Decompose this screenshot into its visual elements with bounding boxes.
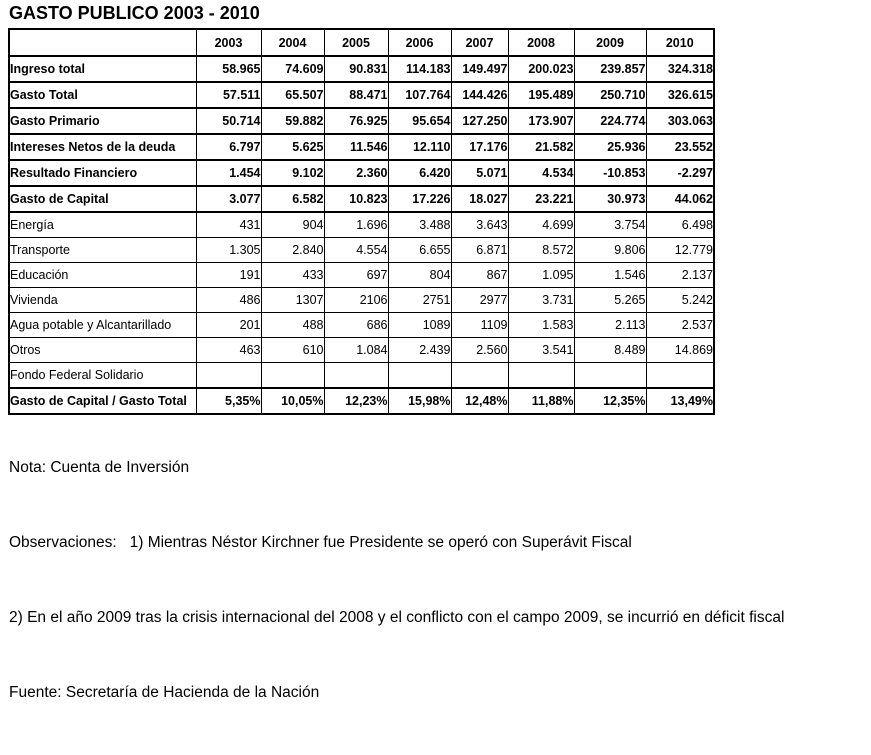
footnotes — [9, 405, 784, 755]
value-cell: 2.360 — [324, 160, 388, 186]
value-cell: 127.250 — [451, 108, 508, 134]
row-label: Gasto de Capital / Gasto Total — [9, 388, 196, 414]
note-fuente: Fuente: Secretaría de Hacienda de la Nación — [9, 684, 320, 701]
table-row — [9, 363, 714, 389]
value-cell: 1.095 — [508, 263, 574, 288]
value-cell: 250.710 — [574, 82, 646, 108]
value-cell: 44.062 — [646, 186, 714, 212]
value-cell: 2.113 — [574, 313, 646, 338]
value-cell: 3.731 — [508, 288, 574, 313]
value-cell: 9.806 — [574, 238, 646, 263]
value-cell: 326.615 — [646, 82, 714, 108]
value-cell: 4.534 — [508, 160, 574, 186]
corner-header-cell — [9, 29, 196, 56]
value-cell: 1.696 — [324, 212, 388, 238]
value-cell: 74.609 — [261, 56, 324, 82]
value-cell: 2106 — [324, 288, 388, 313]
value-cell — [196, 363, 261, 389]
value-cell: 95.654 — [388, 108, 451, 134]
table-row — [9, 238, 714, 263]
value-cell: 303.063 — [646, 108, 714, 134]
value-cell: 431 — [196, 212, 261, 238]
table-row — [9, 134, 714, 160]
value-cell: 12,23% — [324, 388, 388, 414]
value-cell: 804 — [388, 263, 451, 288]
value-cell: 25.936 — [574, 134, 646, 160]
value-cell: 144.426 — [451, 82, 508, 108]
row-label: Vivienda — [9, 288, 196, 313]
note-nota: Nota: Cuenta de Inversión — [9, 459, 190, 476]
value-cell: 6.582 — [261, 186, 324, 212]
value-cell: 17.176 — [451, 134, 508, 160]
value-cell: 224.774 — [574, 108, 646, 134]
value-cell: 5,35% — [196, 388, 261, 414]
value-cell: 2751 — [388, 288, 451, 313]
value-cell: 486 — [196, 288, 261, 313]
row-label: Intereses Netos de la deuda — [9, 134, 196, 160]
year-column-header: 2006 — [388, 29, 451, 56]
row-label: Energía — [9, 212, 196, 238]
value-cell: 201 — [196, 313, 261, 338]
value-cell: 12.110 — [388, 134, 451, 160]
value-cell: 1307 — [261, 288, 324, 313]
value-cell: 697 — [324, 263, 388, 288]
value-cell — [261, 363, 324, 389]
row-label: Gasto Total — [9, 82, 196, 108]
value-cell: 4.554 — [324, 238, 388, 263]
value-cell: 15,98% — [388, 388, 451, 414]
row-label: Educación — [9, 263, 196, 288]
year-column-header: 2007 — [451, 29, 508, 56]
value-cell: 58.965 — [196, 56, 261, 82]
year-column-header: 2005 — [324, 29, 388, 56]
table-row — [9, 288, 714, 313]
table-header — [9, 29, 714, 56]
value-cell: 30.973 — [574, 186, 646, 212]
value-cell: 10.823 — [324, 186, 388, 212]
value-cell: 904 — [261, 212, 324, 238]
value-cell: 12,35% — [574, 388, 646, 414]
row-label: Gasto Primario — [9, 108, 196, 134]
value-cell — [508, 363, 574, 389]
table-row — [9, 338, 714, 363]
value-cell: 488 — [261, 313, 324, 338]
value-cell: 2.439 — [388, 338, 451, 363]
value-cell: 433 — [261, 263, 324, 288]
row-label: Gasto de Capital — [9, 186, 196, 212]
value-cell: 1.454 — [196, 160, 261, 186]
header-row — [9, 29, 714, 56]
value-cell: 5.265 — [574, 288, 646, 313]
value-cell: 1.084 — [324, 338, 388, 363]
value-cell: 2.840 — [261, 238, 324, 263]
table-body — [9, 56, 714, 414]
value-cell: 9.102 — [261, 160, 324, 186]
table-row — [9, 82, 714, 108]
year-column-header: 2004 — [261, 29, 324, 56]
value-cell: 6.797 — [196, 134, 261, 160]
row-label: Fondo Federal Solidario — [9, 363, 196, 389]
value-cell: 12,48% — [451, 388, 508, 414]
value-cell: 8.489 — [574, 338, 646, 363]
value-cell: 76.925 — [324, 108, 388, 134]
value-cell: 2.537 — [646, 313, 714, 338]
value-cell: 6.871 — [451, 238, 508, 263]
table-row — [9, 313, 714, 338]
table-row — [9, 160, 714, 186]
table-row — [9, 108, 714, 134]
value-cell: 23.221 — [508, 186, 574, 212]
value-cell: 18.027 — [451, 186, 508, 212]
value-cell: 8.572 — [508, 238, 574, 263]
value-cell: 59.882 — [261, 108, 324, 134]
row-label: Otros — [9, 338, 196, 363]
value-cell — [451, 363, 508, 389]
value-cell: -2.297 — [646, 160, 714, 186]
row-label: Transporte — [9, 238, 196, 263]
value-cell: 90.831 — [324, 56, 388, 82]
value-cell: 686 — [324, 313, 388, 338]
note-observaciones-1: Observaciones: 1) Mientras Néstor Kirchner fue Presidente se operó con Superávit Fiscal — [9, 534, 632, 551]
value-cell: 5.242 — [646, 288, 714, 313]
value-cell: 12.779 — [646, 238, 714, 263]
value-cell: 17.226 — [388, 186, 451, 212]
value-cell: 57.511 — [196, 82, 261, 108]
value-cell: 5.625 — [261, 134, 324, 160]
value-cell: 195.489 — [508, 82, 574, 108]
value-cell: 88.471 — [324, 82, 388, 108]
value-cell: 200.023 — [508, 56, 574, 82]
value-cell: 4.699 — [508, 212, 574, 238]
value-cell: 114.183 — [388, 56, 451, 82]
value-cell: 3.077 — [196, 186, 261, 212]
value-cell: 2977 — [451, 288, 508, 313]
value-cell: -10.853 — [574, 160, 646, 186]
row-label: Ingreso total — [9, 56, 196, 82]
year-column-header: 2009 — [574, 29, 646, 56]
value-cell: 1.305 — [196, 238, 261, 263]
value-cell: 23.552 — [646, 134, 714, 160]
value-cell — [388, 363, 451, 389]
gasto-publico-table — [8, 28, 715, 415]
value-cell: 149.497 — [451, 56, 508, 82]
value-cell: 3.541 — [508, 338, 574, 363]
value-cell: 1089 — [388, 313, 451, 338]
value-cell: 239.857 — [574, 56, 646, 82]
value-cell: 173.907 — [508, 108, 574, 134]
year-column-header: 2008 — [508, 29, 574, 56]
table-row — [9, 212, 714, 238]
value-cell: 3.488 — [388, 212, 451, 238]
value-cell: 1109 — [451, 313, 508, 338]
value-cell — [324, 363, 388, 389]
note-observaciones-2: 2) En el año 2009 tras la crisis internacional del 2008 y el conflicto con el campo 2009, se incurrió en déficit fiscal — [9, 609, 785, 626]
row-label: Resultado Financiero — [9, 160, 196, 186]
year-column-header: 2003 — [196, 29, 261, 56]
value-cell: 610 — [261, 338, 324, 363]
value-cell: 191 — [196, 263, 261, 288]
value-cell: 11,88% — [508, 388, 574, 414]
table-row — [9, 263, 714, 288]
value-cell: 867 — [451, 263, 508, 288]
value-cell: 463 — [196, 338, 261, 363]
value-cell: 65.507 — [261, 82, 324, 108]
value-cell: 50.714 — [196, 108, 261, 134]
value-cell: 5.071 — [451, 160, 508, 186]
table-row — [9, 56, 714, 82]
value-cell: 6.498 — [646, 212, 714, 238]
value-cell: 2.137 — [646, 263, 714, 288]
value-cell: 3.643 — [451, 212, 508, 238]
value-cell: 107.764 — [388, 82, 451, 108]
value-cell: 324.318 — [646, 56, 714, 82]
value-cell: 6.420 — [388, 160, 451, 186]
value-cell — [646, 363, 714, 389]
page-title: GASTO PUBLICO 2003 - 2010 — [9, 3, 260, 23]
value-cell: 1.583 — [508, 313, 574, 338]
row-label: Agua potable y Alcantarillado — [9, 313, 196, 338]
value-cell: 2.560 — [451, 338, 508, 363]
value-cell: 14.869 — [646, 338, 714, 363]
value-cell: 6.655 — [388, 238, 451, 263]
value-cell: 21.582 — [508, 134, 574, 160]
value-cell: 10,05% — [261, 388, 324, 414]
year-column-header: 2010 — [646, 29, 714, 56]
value-cell: 1.546 — [574, 263, 646, 288]
table-row — [9, 186, 714, 212]
value-cell: 13,49% — [646, 388, 714, 414]
value-cell — [574, 363, 646, 389]
value-cell: 3.754 — [574, 212, 646, 238]
value-cell: 11.546 — [324, 134, 388, 160]
